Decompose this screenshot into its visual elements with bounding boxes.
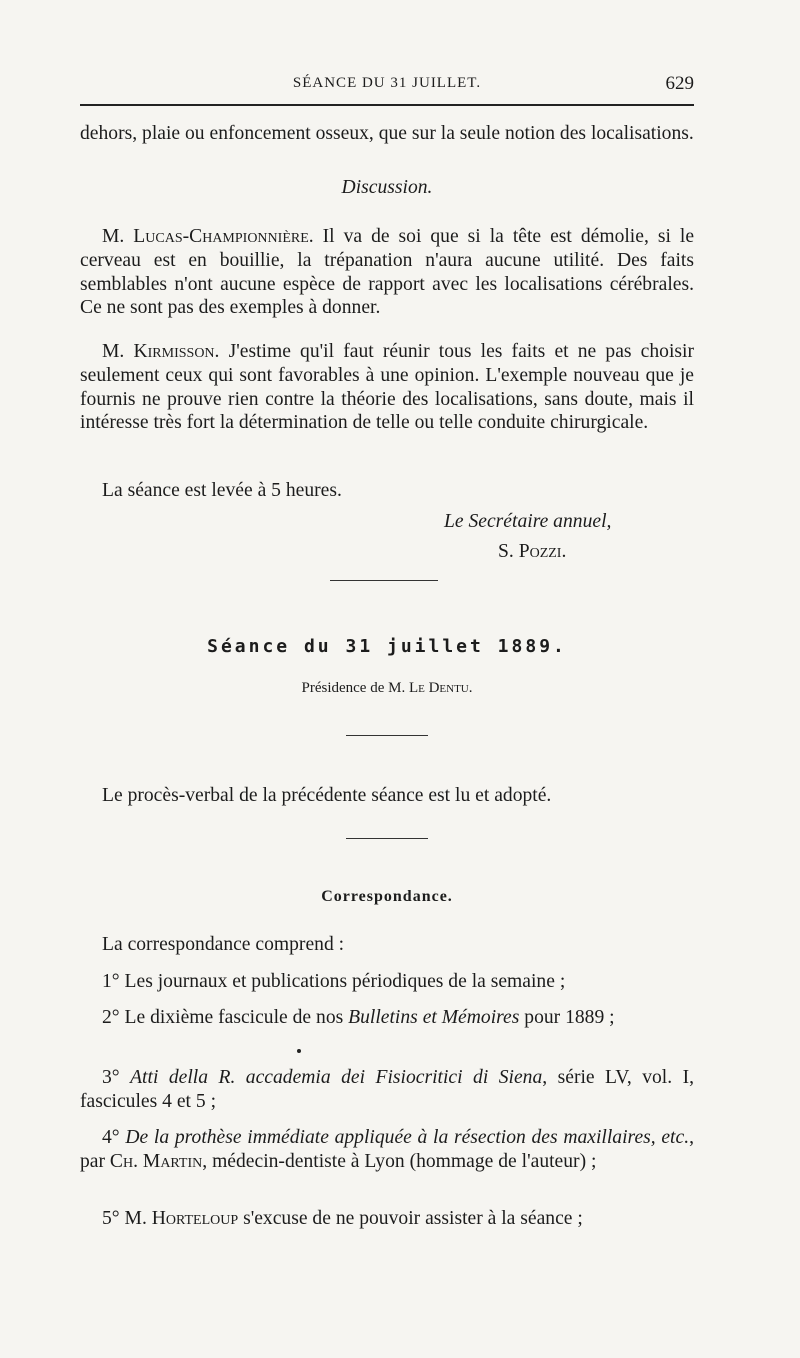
- presidence-prefix: Présidence de M.: [301, 680, 409, 696]
- paragraph-text: La correspondance comprend :: [102, 934, 345, 955]
- paragraph-continuation: [80, 122, 694, 146]
- paragraph-kirmisson: [80, 340, 694, 435]
- correspondance-item-2: [80, 1006, 694, 1030]
- paragraph-text: La séance est levée à 5 heures.: [102, 480, 342, 501]
- item-title: Atti della R. accademia dei Fisiocritici di Siena: [130, 1067, 543, 1088]
- item-title: De la prothèse immédiate appliquée à la résection des maxillaires, etc.: [125, 1127, 690, 1148]
- member-name: Horteloup: [151, 1208, 239, 1229]
- discussion-heading: [80, 176, 694, 200]
- list-item: [80, 1126, 694, 1174]
- paragraph-text: J'estime qu'il faut réunir tous les faits et ne pas choisir seulement ceux qui sont favorables à une opinion. L'exemple nouveau que je fournis ne prouve rien contre la théorie des localisations, sans doute, mais il intéresse très fort la détermination de telle ou telle conduite chirurgicale.: [80, 341, 695, 434]
- section-divider: [346, 838, 428, 839]
- running-header: [80, 73, 694, 97]
- item-text: , médecin-dentiste à Lyon (hommage de l'auteur) ;: [202, 1150, 597, 1172]
- item-text: s'excuse de ne pouvoir assister à la séance ;: [238, 1208, 583, 1229]
- signature-name: [498, 541, 566, 563]
- item-title: Bulletins et Mémoires: [348, 1007, 520, 1028]
- correspondance-item-1: [80, 970, 694, 994]
- header-rule: [80, 104, 694, 106]
- ink-speck: [297, 1049, 301, 1053]
- item-text: 3°: [102, 1067, 131, 1088]
- item-text: pour 1889 ;: [519, 1007, 615, 1028]
- paragraph-lucas-championniere: [80, 225, 694, 320]
- speaker-name: M. Lucas-Championnière.: [102, 226, 314, 247]
- correspondance-intro: [80, 933, 694, 957]
- paragraph-closing: [80, 479, 694, 503]
- correspondance-item-5: [80, 1207, 694, 1231]
- paragraph-text: Le procès-verbal de la précédente séance est lu et adopté.: [102, 785, 552, 806]
- signature-role: [444, 511, 611, 533]
- paragraph-text: dehors, plaie ou enfoncement osseux, que sur la seule notion des localisations.: [80, 123, 694, 144]
- page-number: 629: [665, 73, 694, 94]
- author-name: Ch. Martin: [109, 1150, 203, 1172]
- header-title: SÉANCE DU 31 JUILLET.: [292, 75, 482, 91]
- correspondance-item-4: [80, 1126, 694, 1174]
- seance-title: Séance du 31 juillet 1889.: [207, 636, 567, 657]
- signature-role-text: Le Secrétaire annuel,: [444, 511, 612, 532]
- item-text: 4°: [102, 1127, 126, 1148]
- item-text: , par: [80, 1127, 694, 1172]
- presidence-line: [80, 680, 694, 697]
- president-name: Le Dentu.: [408, 680, 473, 696]
- discussion-label: Discussion.: [341, 177, 433, 198]
- list-item: [80, 1006, 694, 1030]
- list-item: [80, 1066, 694, 1114]
- correspondance-heading: Correspondance.: [321, 888, 453, 905]
- section-divider: [330, 580, 438, 581]
- section-divider: [346, 735, 428, 736]
- speaker-name: M. Kirmisson.: [102, 341, 220, 362]
- item-text: 2° Le dixième fascicule de nos: [102, 1007, 349, 1028]
- signature-name-text: S. Pozzi.: [498, 541, 567, 562]
- list-item: [80, 1207, 694, 1231]
- list-item: 1° Les journaux et publications périodiques de la semaine ;: [102, 971, 566, 992]
- correspondance-item-3: [80, 1066, 694, 1114]
- paragraph-text: Il va de soi que si la tête est démolie, si le cerveau est en bouillie, la trépanation n'aura aucune utilité. Des faits semblables n'ont aucune espèce de rapport avec les localisations cérébrales. Ce ne sont pas des exemples à donner.: [80, 226, 695, 319]
- item-text: 5° M.: [102, 1208, 152, 1229]
- proces-verbal-paragraph: [80, 784, 694, 808]
- item-text: , série LV, vol. I, fascicules 4 et 5 ;: [80, 1067, 695, 1112]
